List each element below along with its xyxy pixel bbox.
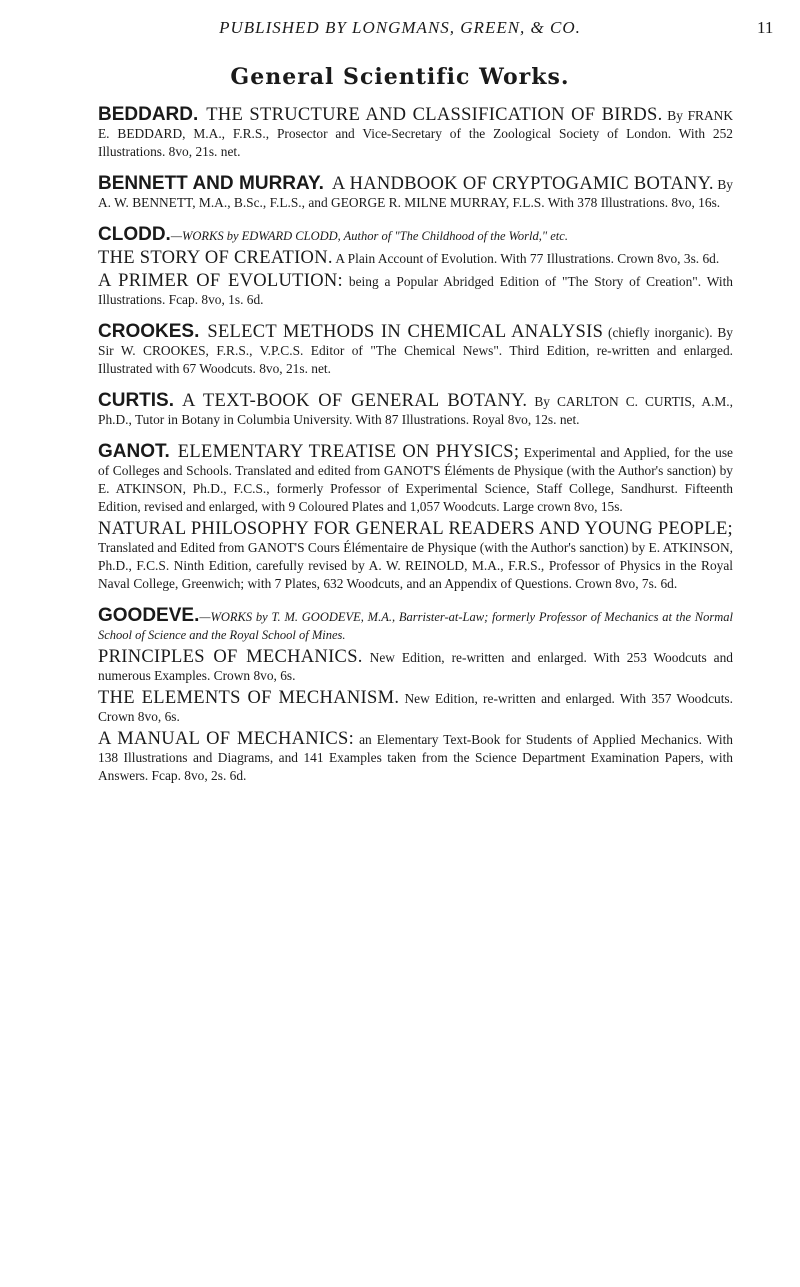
- work-title: THE ELEMENTS OF MECHANISM.: [98, 688, 400, 708]
- author-name: GOODEVE.: [98, 605, 200, 626]
- work-title: THE STORY OF CREATION.: [98, 248, 333, 268]
- work-listing: [98, 175, 733, 212]
- author-name: CLODD.: [98, 224, 171, 245]
- author-intro: —WORKS by EDWARD CLODD, Author of "The Childhood of the World," etc.: [170, 229, 568, 243]
- work-description: being a Popular Abridged Edition of "The Story of Creation". With Illustrations. Fcap. 8vo, 1s. 6d.: [98, 274, 733, 307]
- work-title: SELECT METHODS IN CHEMICAL ANALYSIS: [207, 322, 604, 342]
- author-name: CROOKES.: [98, 321, 200, 342]
- author-heading: [98, 607, 733, 644]
- catalogue-entry: [98, 175, 733, 212]
- work-description: Translated and Edited from GANOT'S Cours Élémentaire de Physique (with the Author's sanction) by E. ATKINSON, Ph.D., F.C.S. Ninth Edition, carefully revised by A. W. REINOLD, M.A., F.R.S., Professor of Physics in the Royal Naval College, Greenwich; with 7 Plates, 632 Woodcuts, and an Appendix of Questions. Crown 8vo, 7s. 6d.: [98, 540, 733, 591]
- catalogue-entry: [98, 443, 733, 593]
- work-description: By CARLTON C. CURTIS, A.M., Ph.D., Tutor in Botany in Columbia University. With 87 Illustrations. Royal 8vo, 12s. net.: [98, 394, 733, 427]
- catalogue-entry: [98, 106, 733, 161]
- catalogue-entry: [98, 607, 733, 785]
- page-number: 11: [757, 18, 774, 37]
- work-title: A MANUAL OF MECHANICS:: [98, 729, 355, 749]
- work-description: (chiefly inorganic). By Sir W. CROOKES, F.R.S., V.P.C.S. Editor of "The Chemical News". Third Edition, re-written and enlarged. Illustrated with 67 Woodcuts. 8vo, 21s. net.: [98, 325, 733, 376]
- work-listing: [98, 272, 733, 309]
- catalogue-entry: [98, 226, 733, 309]
- section-title: General Scientific Works.: [230, 64, 570, 90]
- author-name: GANOT.: [98, 441, 170, 462]
- work-listing: [98, 106, 733, 161]
- work-title: A TEXT-BOOK OF GENERAL BOTANY.: [182, 391, 528, 411]
- author-intro: —WORKS by T. M. GOODEVE, M.A., Barrister-at-Law; formerly Professor of Mechanics at the Normal School of Science and the Royal School of Mines.: [98, 610, 733, 642]
- work-description: By FRANK E. BEDDARD, M.A., F.R.S., Prosector and Vice-Secretary of the Zoological Society of London. With 252 Illustrations. 8vo, 21s. net.: [98, 108, 733, 159]
- author-heading: [98, 226, 733, 245]
- work-listing: [98, 323, 733, 378]
- work-description: New Edition, re-written and enlarged. With 253 Woodcuts and numerous Examples. Crown 8vo, 6s.: [98, 650, 733, 683]
- author-name: BEDDARD.: [98, 104, 199, 125]
- work-description: an Elementary Text-Book for Students of Applied Mechanics. With 138 Illustrations and Diagrams, and 141 Examples taken from the Science Department Examination Papers, with Answers. Fcap. 8vo, 2s. 6d.: [98, 732, 733, 783]
- work-description: By A. W. BENNETT, M.A., B.Sc., F.L.S., and GEORGE R. MILNE MURRAY, F.L.S. With 378 Illustrations. 8vo, 16s.: [98, 177, 733, 210]
- work-listing: [98, 730, 733, 785]
- work-title: PRINCIPLES OF MECHANICS.: [98, 647, 363, 667]
- author-name: BENNETT AND MURRAY.: [98, 173, 324, 194]
- catalogue-entry: [98, 392, 733, 429]
- work-listing: [98, 392, 733, 429]
- work-listing: [98, 648, 733, 685]
- work-description: Experimental and Applied, for the use of Colleges and Schools. Translated and edited from GANOT'S Éléments de Physique (with the Author's sanction) by E. ATKINSON, Ph.D., F.C.S., formerly Professor of Experimental Science, Staff College, Sandhurst. Fifteenth Edition, revised and enlarged, with 9 Coloured Plates and 1,057 Woodcuts. Large crown 8vo, 15s.: [98, 445, 733, 514]
- work-listing: [98, 520, 733, 593]
- running-head: PUBLISHED BY LONGMANS, GREEN, & CO.: [219, 18, 581, 37]
- work-title: A PRIMER OF EVOLUTION:: [98, 271, 343, 291]
- work-title: THE STRUCTURE AND CLASSIFICATION OF BIRDS.: [206, 105, 663, 125]
- work-title: A HANDBOOK OF CRYPTOGAMIC BOTANY.: [331, 174, 714, 194]
- work-listing: [98, 249, 733, 268]
- work-listing: [98, 689, 733, 726]
- work-description: A Plain Account of Evolution. With 77 Illustrations. Crown 8vo, 3s. 6d.: [335, 251, 720, 266]
- catalogue-entries: [98, 106, 733, 799]
- author-name: CURTIS.: [98, 390, 174, 411]
- work-title: ELEMENTARY TREATISE ON PHYSICS;: [177, 442, 520, 462]
- work-description: New Edition, re-written and enlarged. With 357 Woodcuts. Crown 8vo, 6s.: [98, 691, 733, 724]
- work-title: NATURAL PHILOSOPHY FOR GENERAL READERS AND YOUNG PEOPLE;: [98, 519, 733, 539]
- catalogue-entry: [98, 323, 733, 378]
- work-listing: [98, 443, 733, 516]
